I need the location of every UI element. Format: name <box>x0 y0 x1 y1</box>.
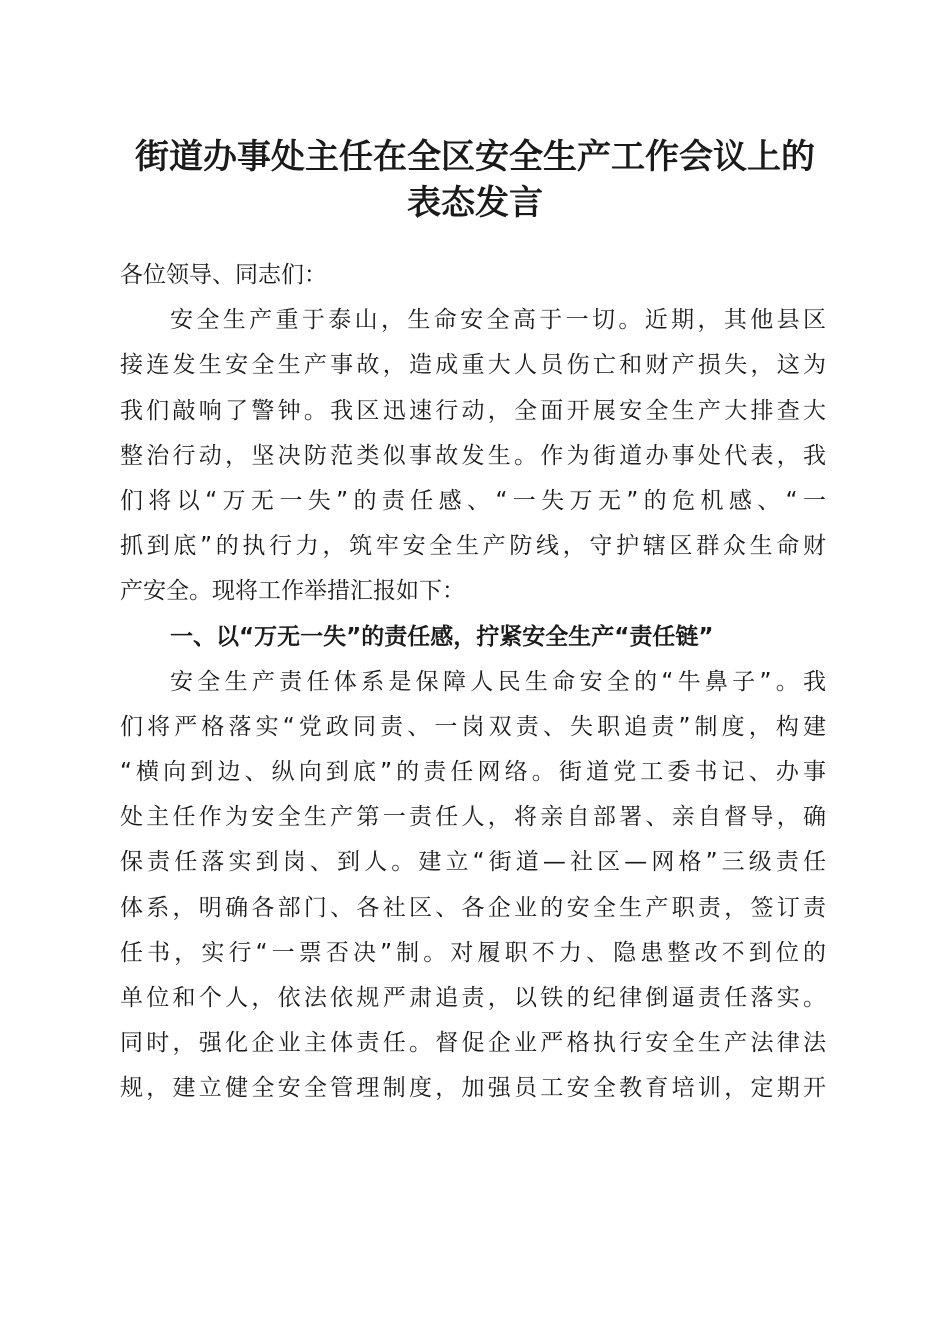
title-line-1: 街道办事处主任在全区安全生产工作会议上的 <box>135 137 815 177</box>
paragraph-line: 任书，实行“一票否决”制。对履职不力、隐患整改不到位的 <box>120 939 826 966</box>
section-1-heading: 一、以“万无一失”的责任感，拧紧安全生产“责任链” <box>170 623 714 650</box>
salutation: 各位领导、同志们： <box>120 262 327 288</box>
paragraph-line: 们将以“万无一失”的责任感、“一失万无”的危机感、“一 <box>120 487 826 514</box>
paragraph-line: 接连发生安全生产事故，造成重大人员伤亡和财产损失，这为 <box>120 352 826 379</box>
paragraph-line: 处主任作为安全生产第一责任人，将亲自部署、亲自督导，确 <box>120 804 826 831</box>
paragraph-line: 整治行动，坚决防范类似事故发生。作为街道办事处代表，我 <box>120 442 826 469</box>
paragraph-line: 保责任落实到岗、到人。建立“街道—社区—网格”三级责任 <box>120 849 826 876</box>
paragraph-line: 安全生产重于泰山，生命安全高于一切。近期，其他县区 <box>170 307 826 334</box>
paragraph-line: 们将严格落实“党政同责、一岗双责、失职追责”制度，构建 <box>120 713 826 740</box>
document-title <box>100 134 850 226</box>
paragraph-line: 体系，明确各部门、各社区、各企业的安全生产职责，签订责 <box>120 894 826 921</box>
paragraph-1 <box>120 298 826 614</box>
paragraph-line: 安全生产责任体系是保障人民生命安全的“牛鼻子”。我 <box>170 668 826 695</box>
paragraph-line: 我们敲响了警钟。我区迅速行动，全面开展安全生产大排查大 <box>120 397 826 424</box>
title-line-2: 表态发言 <box>407 183 543 223</box>
document-body <box>120 253 826 1112</box>
paragraph-line: 抓到底”的执行力，筑牢安全生产防线，守护辖区群众生命财 <box>120 533 826 560</box>
paragraph-line: 规，建立健全安全管理制度，加强员工安全教育培训，定期开 <box>120 1075 826 1102</box>
paragraph-2 <box>120 660 826 1112</box>
paragraph-line: 单位和个人，依法依规严肃追责，以铁的纪律倒逼责任落实。 <box>120 985 826 1011</box>
paragraph-line: 同时，强化企业主体责任。督促企业严格执行安全生产法律法 <box>120 1030 826 1057</box>
paragraph-line: “横向到边、纵向到底”的责任网络。街道党工委书记、办事 <box>120 759 826 786</box>
paragraph-line: 产安全。现将工作举措汇报如下： <box>120 578 465 605</box>
